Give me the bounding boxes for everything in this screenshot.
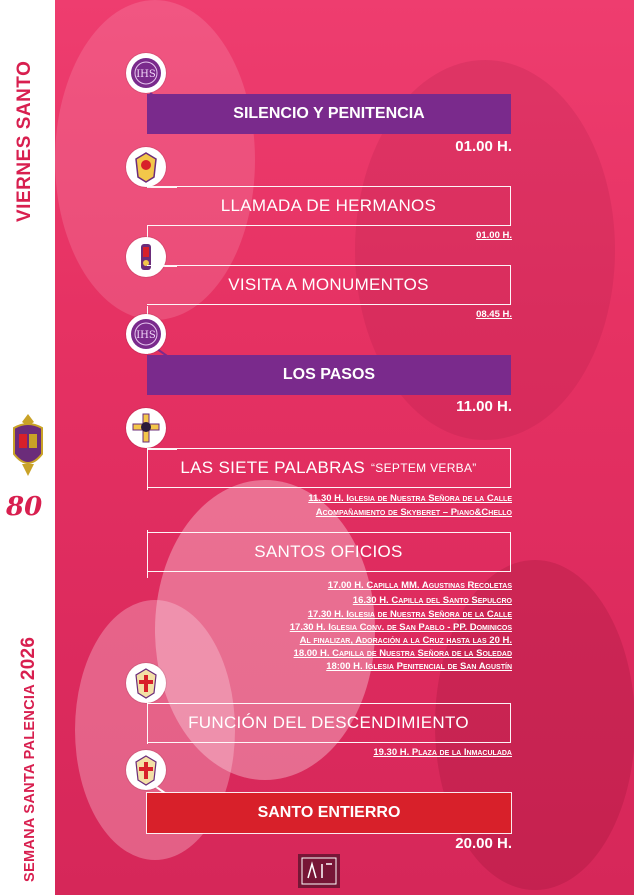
event-time: 08.45 H. [476, 309, 512, 320]
event-santo-entierro [147, 793, 511, 833]
event-detail: 17.00 H. Capilla MM. Agustinas Recoletas [327, 580, 512, 591]
event-title: SILENCIO Y PENITENCIA [233, 105, 425, 122]
event-title: VISITA A MONUMENTOS [228, 275, 429, 294]
cross-emblem-icon [126, 408, 166, 448]
event-detail: 17.30 H. Iglesia Conv. de San Pablo - PP. Dominicos [289, 622, 512, 633]
event-detail: Al finalizar, Adoración a la Cruz hasta las 20 H. [299, 635, 512, 646]
event-detail: 17.30 H. Iglesia de Nuestra Señora de la Calle [307, 609, 512, 620]
event-title: SANTOS OFICIOS [254, 542, 403, 561]
event-los-pasos [147, 355, 511, 395]
day-title: VIERNES SANTO [14, 60, 35, 222]
event-time: 20.00 H. [455, 835, 512, 852]
cofradia-shield-icon [126, 147, 166, 187]
anniversary-number: 80 [6, 492, 43, 522]
semana-santa-logo-icon [296, 852, 342, 890]
event-time: 01.00 H. [476, 230, 512, 241]
event-detail: 11.30 H. Iglesia de Nuestra Señora de la Calle [308, 493, 512, 504]
event-detail: 18.00 H. Capilla de Nuestra Señora de la Soledad [293, 648, 512, 659]
footer-year: 2026 [18, 636, 39, 681]
event-detail: 16.30 H. Capilla del Santo Sepulcro [352, 595, 512, 606]
event-visita-monumentos [147, 265, 511, 305]
event-detail: 19.30 H. Plaza de la Inmaculada [373, 747, 512, 758]
event-siete-palabras [147, 448, 511, 488]
event-title: LLAMADA DE HERMANOS [220, 196, 437, 215]
svg-text:IHS: IHS [136, 330, 156, 341]
footer-title [18, 637, 40, 882]
event-detail: Acompañamiento de Skyberet – Piano&Chello [315, 507, 512, 518]
event-time: 01.00 H. [455, 138, 512, 155]
brotherhood-emblem-icon [8, 412, 48, 478]
svg-text:IHS: IHS [136, 69, 156, 80]
footer-title-text: SEMANA SANTA PALENCIA [22, 684, 38, 882]
event-detail: 18:00 H. Iglesia Penitencial de San Agustín [326, 661, 512, 672]
event-funcion-descendimiento [147, 703, 511, 743]
event-title: LAS SIETE PALABRAS [180, 458, 366, 477]
event-llamada-hermanos [147, 186, 511, 226]
cofradia-cross-icon [126, 750, 166, 790]
ihs-medallion-icon [126, 314, 166, 354]
event-title: SANTO ENTIERRO [257, 804, 401, 821]
event-subtitle: “SEPTEM VERBA” [371, 461, 477, 475]
event-title: FUNCIÓN DEL DESCENDIMIENTO [188, 713, 469, 732]
event-santos-oficios [147, 532, 511, 572]
event-time: 11.00 H. [456, 398, 512, 415]
ihs-medallion-icon [126, 53, 166, 93]
event-silencio-penitencia [147, 94, 511, 134]
event-title: LOS PASOS [282, 366, 376, 383]
cofradia-cross-icon [126, 663, 166, 703]
